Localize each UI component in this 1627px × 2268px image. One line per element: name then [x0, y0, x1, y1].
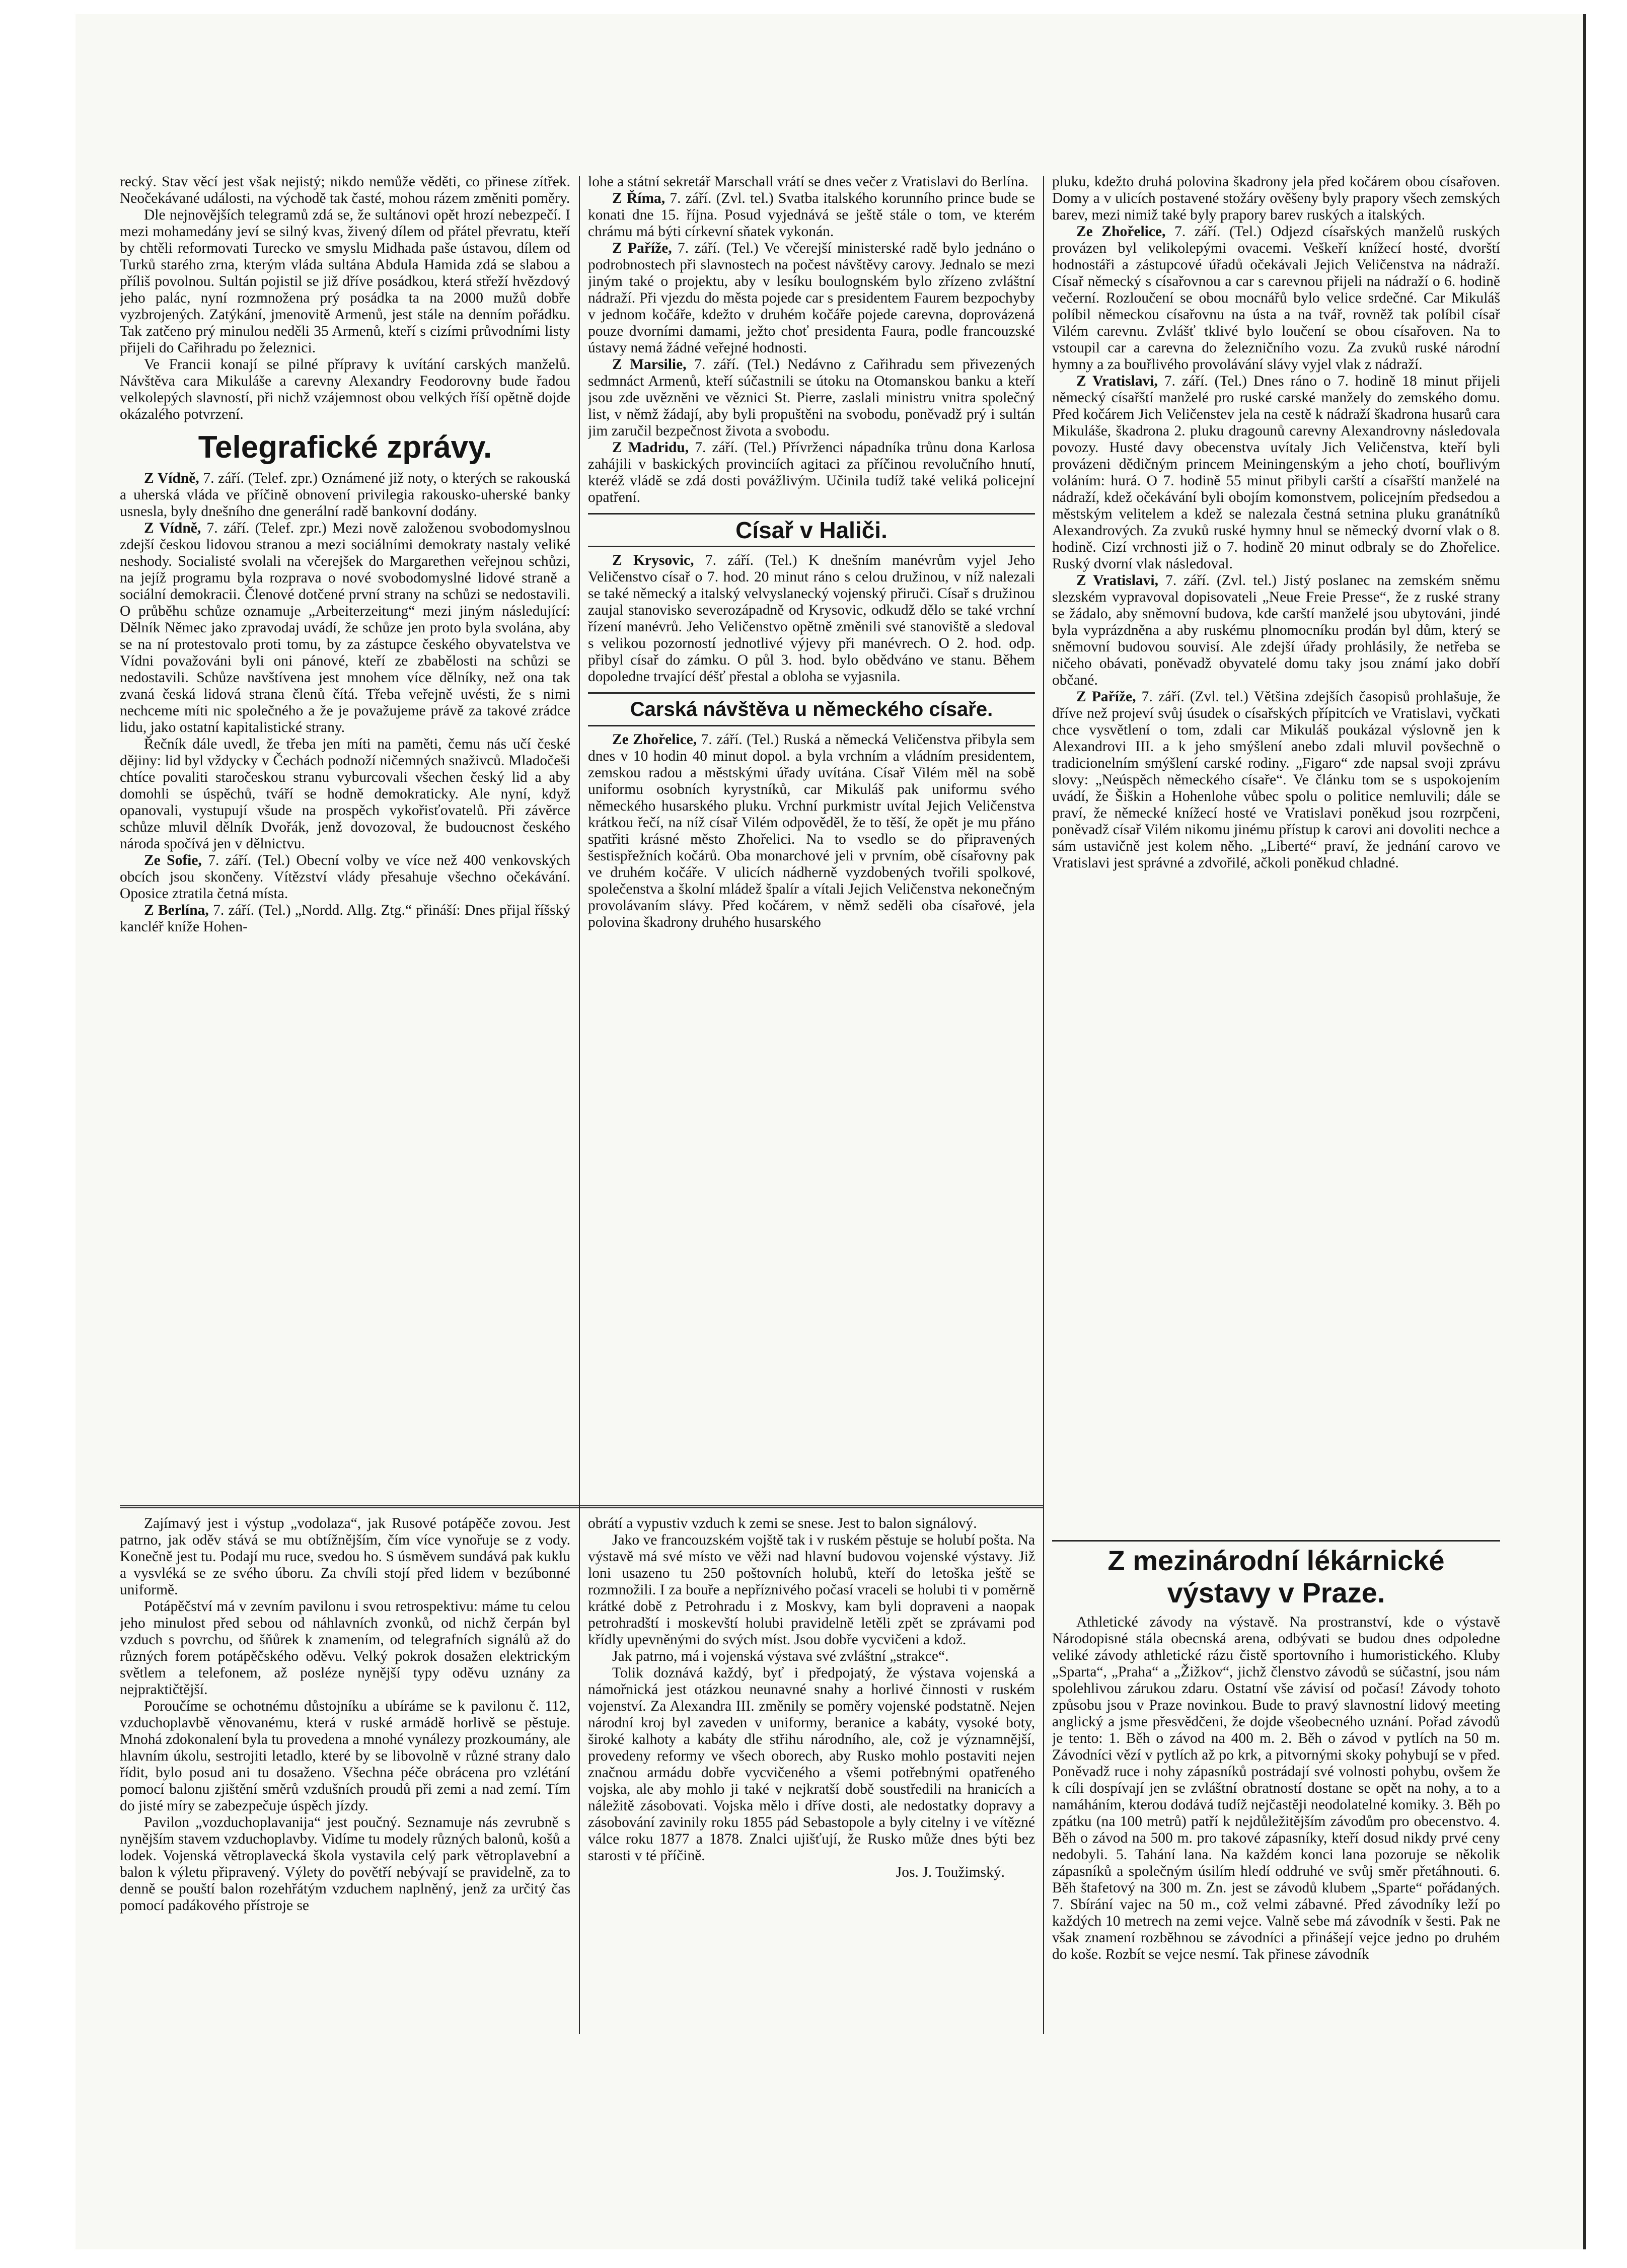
dateline: Z Marsilie, — [612, 356, 687, 373]
telegram-text: 7. září. (Tel.) Ve včerejší ministerské radě bylo jednáno o podrobnostech při slavnostech na počest návštěvy carovy. Jednalo se mezi jiným také o projektu, aby v lesíku boulognském bylo zřízeno zvláštní nádraží. Při vjezdu do města pojede car s presidentem Faurem bezpochyby v jednom kočáře, kdežto v druhém kočáře pojede carevna, doprovázená pouze dvorními damami, ježto choť presidenta Faura, podle francouzské ústavy nemá žádné veřejné hodnosti. — [588, 240, 1035, 356]
column-3-exhibition — [1052, 1533, 1500, 2208]
article-paragraph: recký. Stav věcí jest však nejistý; nikdo nemůže věděti, co přinese zítřek. Neočekávané události, na východě tak časté, mohou rázem změniti poměry. — [120, 174, 570, 206]
feuilleton-paragraph: Jak patrno, má i vojenská výstava své zvláštní „strakce“. — [612, 1648, 949, 1664]
dateline: Z Říma, — [612, 190, 665, 206]
telegram-text: lohe a státní sekretář Marschall vrátí se dnes večer z Vratislavi do Berlína. — [588, 174, 1028, 190]
column-separator-2 — [1043, 176, 1044, 2034]
feuilleton-separator — [120, 1505, 1043, 1508]
dateline: Ze Zhořelice, — [1076, 224, 1166, 240]
feuilleton-paragraph: Pavilon „vozduchoplavanija“ jest poučný. Seznamuje nás zevrubně s nynějším stavem vzduchoplavby. Vidíme tu modely různých balonů, košů a lodek. Vojenská větroplavecká škola vystavila celý park větroplavební a balon k výletu připravený. Výlety do povětří nebývají se pravidelně, za to denně se pouští balon rozehřátým vzduchem naplněný, jenž za určitý čas pomocí padákového přístroje se — [120, 1814, 570, 1914]
feuilleton-paragraph: Jako ve francouzském vojště tak i v ruském pěstuje se holubí pošta. Na výstavě má své místo ve věži nad hlavní budovou vojenské výstavy. Již loni usazeno tu 250 poštovních holubů, kteří do letoška ještě se rozmnožili. I za bouře a nepříznivého počasí vraceli se holubi ti v poměrně krátké době z Petrohradu i z Moskvy, kam byli dopraveni a naopak petrohradští i moskevští holubi pravidelně letěli zpět se zprávami pod křídly upevněnými do svých míst. Jsou dobře vycvičeni a kdož. — [588, 1532, 1035, 1648]
section-heading-telegrafy: Telegrafické zprávy. — [198, 430, 492, 465]
article-paragraph: Ve Francii konají se pilné přípravy k uvítání carských manželů. Návštěva cara Mikuláše a carevny Alexandry Feodorovny bude řadou velkolepých slavností, při nichž vzájemnost obou velkých říší opětně dojde okázalého potvrzení. — [120, 356, 570, 422]
dateline: Z Vratislavi, — [1076, 572, 1158, 589]
telegram-text: 7. září. (Tel.) K dnešním manévrům vyjel Jeho Veličenstvo císař o 7. hod. 20 minut ráno s celou družinou, v níž nalezali se také německý a italský velvyslanecký vojenský přiruči. Císař s družinou zaujal stanovisko severozápadně od Krysovic, odkudž dělo se také vrchní řízení manévrů. Jeho Veličenstvo opětně změnili své stanoviště a sledoval s velikou pozorností jednotlivé výjevy při manévrech. O 2. hod. odp. přibyl císař do zámku. O půl 3. hod. bylo obědváno ve stanu. Během dopoledne trvající déšť přestal a obloha se vyjasnila. — [588, 552, 1035, 685]
dateline: Z Paříže, — [612, 240, 672, 256]
telegram-text: 7. září. (Tel.) Nedávno z Cařihradu sem přivezených sedmnáct Armenů, kteří súčastnili se útoku na Otomanskou banku a kteří jsou zde uvězněni ve věznici St. Pierre, zaslali ministru vnitra společný list, v němž žádají, aby byli propuštěni na svobodu, poněvadž prý i sultán jim zaručil bezpečnost života a svobodu. — [588, 356, 1035, 439]
dateline: Z Madridu, — [612, 440, 689, 456]
dateline: Ze Sofie, — [144, 852, 202, 868]
column-1-news — [120, 174, 570, 1503]
telegram-text: Řečník dále uvedl, že třeba jen míti na paměti, čemu nás učí české dějiny: lid byl vždycky v Čechách podnoží ničemných snaživců. Mladočeši chtíce povaliti staročeskou stranu vyburcovali všechen český lid a aby domohli se úspěchů, tváří se hodně demokraticky. Ale nyní, když opanovali, vystupují všude na prospěch vykořisťovatelů. Při závěrce schůze mluvil dělník Dvořák, jenž dovozoval, že budoucnost českého národa spočívá jen v dělnictvu. — [120, 736, 570, 852]
signature: Jos. J. Toužimský. — [896, 1864, 1005, 1880]
column-2-news — [588, 174, 1035, 1503]
dateline: Z Paříže, — [1076, 689, 1136, 705]
section-heading-cisar: Císař v Haliči. — [588, 513, 1035, 547]
telegram-text: 7. září. (Telef. zpr.) Oznámené již noty, o kterých se rakouská a uherská vláda ve příčině obnovení privilegia rakousko-uherské banky usnesla, byly dnešního dne generální radě bankovní dodány. — [120, 470, 570, 520]
dateline: Z Krysovic, — [612, 552, 694, 568]
feuilleton-paragraph: Poroučíme se ochotnému důstojníku a ubíráme se k pavilonu č. 112, vzduchoplavbě věnovanému, která v ruské armádě horlivě se pěstuje. Mnohá zdokonalení byla tu provedena a mnohé vynálezy prozkoumány, ale hlavním úkolu, sestrojiti letadlo, které by se libovolně v různé strany dalo řídit, bylo posud ani tu dosaženo. Všechna péče obrácena pro vzlétání pomocí balonu zjištění směrů vzdušních proudů při zemi a nad zemí. Tím do jisté míry se zabezpečuje úspěch jízdy. — [120, 1698, 570, 1814]
section-heading-vystava: Z mezinárodní lékárnické výstavy v Praze. — [1052, 1540, 1500, 1609]
dateline: Z Vratislavi, — [1076, 373, 1158, 389]
dateline: Z Vídně, — [144, 470, 199, 486]
article-paragraph: Athletické závody na výstavě. Na prostranství, kde o výstavě Národopisné stála obecnská arena, odbývati se budou dnes odpoledne veliké závody athletické rázu čistě sportovního i humoristického. Kluby „Sparta“, „Praha“ a „Žižkov“, jichž členstvo závodů se súčastní, jsou nám spolehlivou zárukou zdaru. Ostatní vše závisí od počasí! Závody tohoto způsobu jsou v Praze novinkou. Bude to pravý slavnostní lidový meeting anglický a jsme přesvědčeni, že dojde všeobecného uznání. Pořad závodů je tento: 1. Běh o závod na 400 m. 2. Běh o závod v pytlích na 50 m. Závodníci vězí v pytlích až po krk, a pitvornými skoky pohybují se v před. Poněvadž ruce i nohy zápasníků postrádají své volnosti pohybu, ovšem že k cíli dospívají jen se zvláštní obratností dostane se opět na nohy, a to a namáháním, kterou dodává tudíž nejčastěji neodolatelné komiky. 3. Běh po zpátku (na 100 metrů) patří k nejdůležitějším závodům pro obecenstvo. 4. Běh o závod na 500 m. pro takové zápasníky, kteří dosud nikdy prvé ceny nedobyli. 5. Tahání lana. Na každém konci lana pozoruje se několik zápasníků a společným úsilím hledí oddruhé ve svůj směr přetáhnouti. 6. Běh štafetový na 300 m. Zn. jest se závodů klubem „Sparte“ pořádaných. 7. Sbírání vajec na 50 m., což velmi zábavné. Před závodníky leží po každých 10 metrech na zemi vejce. Valně sebe má závodník v šesti. Pak ne však znamení rozběhnou se závodníci a přinášejí vejce jedno po druhém do koše. Rozbít se vejce nesmí. Tak přinese závodník — [1052, 1614, 1500, 1962]
telegram-text: 7. září. (Tel.) Ruská a německá Veličenstva přibyla sem dnes v 10 hodin 40 minut dopol. a byla vrchním a vládním presidentem, zemskou radou a městskými úřady uvítána. Císař Vilém měl na sobě uniformu osobních kyrystníků, car Mikuláš pak uniformu svého německého husarského pluku. Vrchní purkmistr uvítal Jejich Veličenstva krátkou řečí, na níž císař Vilém odpověděl, že to těší, že opět je mu přáno spatřiti krásné město Zhořelici. Na to vsedlo se do připravených šestispřežních kočárů. Oba monarchové jeli v prvním, obě císařovny pak ve druhém kočáře. V ulicích nádherně vyzdobených tvořili spolkové, společenstva a školní mládež špalír a vítali Jejich Veličenstva nekonečným provolávaním slávy. Před kočárem, v němž seděli oba císařové, jela polovina škadrony druhého husarského — [588, 731, 1035, 930]
telegram-text: 7. září. (Tel.) Dnes ráno o 7. hodině 18 minut přijeli německý císařští manželé pro ruské carské manžely do zemského domu. Před kočárem Jich Veličenstev jela na cestě k nádraží škadrona husarů cara Mikuláše, škadrona 2. pluku dragounů carevny Alexandrovny následovala povozy. Husté davy obecenstva uvítaly Jich Veličenstva, kteří byli provázeni dědičným princem Meiningenským a jeho chotí, bouřlivým voláním: hurá. O 7. hodině 55 minut přibyli carští a císařští manželé na nádraží, kdež očekávání byli obojím komonstvem, policejním předsedou a městským velitelem a kdež se nalezala čestná setnina pluku granátníků Alexandrových. Za zvuků ruské hymny hnul se německý dvorní vlak o 8. hodině. Cizí vrchnosti již o 7. hodině 20 minut odbraly se do Zhořelice. Ruský dvorní vlak následoval. — [1052, 373, 1500, 572]
column-3-news — [1052, 174, 1500, 1528]
section-heading-carska: Carská návštěva u německého císaře. — [588, 692, 1035, 726]
telegram-text: 7. září. (Zvl. tel.) Svatba italského korunního prince bude se konati dne 15. října. Posud vyjednává se ještě stále o tom, ve kterém chrámu má býti církevní sňatek vykonán. — [588, 190, 1035, 240]
dateline: Z Vídně, — [144, 520, 201, 536]
dateline: Z Berlína, — [144, 902, 209, 918]
telegram-text: 7. září. (Zvl. tel.) Jistý poslanec na zemském sněmu slezském vypravoval dopisovateli „Neue Freie Presse“, že z ruské strany se žádalo, aby sněmovní budova, kde carští manželé jsou ubytováni, jindé byla vyprázdněna a aby ruskému plnomocníku prodán byl dům, který se sněmovní budovou souvisí. Ale zdejší úřady prohlásily, že netřeba se ničeho obávati, poněvadž obyvatelé domu taky jsou známí jako dobří občané. — [1052, 572, 1500, 688]
feuilleton-paragraph: obrátí a vypustiv vzduch k zemi se snese. Jest to balon signálový. — [588, 1515, 977, 1531]
column-separator-1 — [579, 176, 580, 2034]
feuilleton-column-2 — [588, 1515, 1035, 2205]
telegram-text: pluku, kdežto druhá polovina škadrony jela před kočárem obou císařoven. Domy a v ulicích postavené stožáry ověšeny byly prapory všech zemských barev, mezi nimiž také byly prapory barev ruských a italských. — [1052, 174, 1500, 223]
feuilleton-paragraph: Zajímavý jest i výstup „vodolaza“, jak Rusové potápěče zovou. Jest patrno, jak oděv stává se mu obtížnějším, čím více vynořuje se z vody. Konečně jest tu. Podají mu ruce, svedou ho. S úsměvem sundává pak kuklu a vysvléká se ze svého úboru. Za chvíli stojí před lidem v bezúbonné uniformě. — [120, 1515, 570, 1598]
telegram-text: 7. září. (Tel.) Odjezd císařských manželů ruských provázen byl velikolepými ovacemi. Veškeří knížecí hosté, dvorští hodnostáři a zástupcové úřadů očekávali Jejich Veličenstva na nádraží. Císař německý s císařovnou a car s carevnou přijeli na nádraží o 6. hodině večerní. Rozloučení se obou mocnářů bylo velice srdečné. Car Mikuláš políbil německou císařovnu na ústa a na tvář, rovněž tak políbil císař Vilém carevnu. Zvlášť tklivé bylo loučení se obou císařoven. Na to vstoupil car a carevna do železničního vozu. Za zvuků ruské národní hymny a za bouřlivého provolávání slávy vyjel vlak z nádraží. — [1052, 224, 1500, 373]
feuilleton-paragraph: Tolik doznává každý, byť i předpojatý, že výstava vojenská a námořnická jest otázkou neunavné snahy a horlivé činnosti v ruském vojenství. Za Alexandra III. změnily se poměry vojenské podstatně. Nejen národní kroj byl zaveden v uniformy, beranice a kabáty, vysoké boty, široké kalhoty a kabáty dle střihu národního, ale, což je významnější, provedeny reformy ve všech oborech, aby Rusko mohlo postaviti nejen značnou armádu dobře vycvičeného a všemi potřebnými opatřeného vojska, ale aby mohlo ji také v nejkratší době soustředili na hranicích a náležitě zásobovati. Vojska mělo i dříve dosti, ale nedostatky dopravy a zásobování zavinily roku 1855 pád Sebastopole a byly citelny i ve vítězné válce roku 1877 a 1878. Znalci ujišťují, že Rusko může dnes býti bez starosti v té příčině. — [588, 1665, 1035, 1864]
article-paragraph: Dle nejnovějších telegramů zdá se, že sultánovi opět hrozí nebezpečí. I mezi mohamedány jeví se silný kvas, živený dílem od přátel převratu, kteří by chtěli reformovati Turecko ve smyslu Midhada paše ústavou, dílem od Turků starého zrna, kterým vláda sultána Abdula Hamida zdá se slabou a příliš povolnou. Sultán pojistil se již dříve posádkou, která střeží hvězdový jeho palác, nyní rozmnožena prý posádka ta na 2000 mužů dobře vyzbrojených. Zatýkání, jmenovitě Armenů, jest stále na denním pořádku. Tak zatčeno prý minulou neděli 35 Armenů, kteří s cizími průvodními listy přijeli do Cařihradu po železnici. — [120, 207, 570, 356]
telegram-text: 7. září. (Tel.) Obecní volby ve více než 400 venkovských obcích jsou skončeny. Vítězství vlády přesahuje všechno očekávání. Oposice ztratila četná místa. — [120, 852, 570, 902]
telegram-text: 7. září. (Zvl. tel.) Většina zdejších časopisů prohlašuje, že dříve než projeví svůj úsudek o císařských přípitcích ve Vratislavi, vyčkati chce vysvětlení o tom, zdali car Mikuláš poukázal výslovně jen k Alexandrovi III. a k jeho smýšlení anebo zdali mluvil povšechně o tradicionelním smýšlení carské rodiny. „Figaro“ zde napsal svoji zprávu slovy: „Neúspěch německého císaře“. Ve článku tom se s uspokojením uvádí, že Šiškin a Hohenlohe vůbec spolu o politice nemluvili; dále se praví, že německé knížecí hosté ve Vratislavi poněkud jsou rozrpčeni, poněvadž císař Vilém nikomu jinému přístup k carovi ani dovoliti nechce a sám ustavičně jest kolem něho. „Liberté“ praví, že jednání carovo ve Vratislavi jest správné a zdvořilé, ačkoli poněkud chladné. — [1052, 689, 1500, 871]
feuilleton-paragraph: Potápěčství má v zevním pavilonu i svou retrospektivu: máme tu celou jeho minulost před sebou od náhlavních zvonků, od nichž čerpán byl vzduch s povrchu, od šňůrek k znamením, od telegrafních signálů až do různých forem potápěčského oděvu. Velký pokrok dosažen elektrickým světlem a telefonem, až posléze nynější typy oděvu uznány za nejpraktičtější. — [120, 1598, 570, 1698]
telegram-text: 7. září. (Tel.) Přívrženci nápadníka trůnu dona Karlosa zahájili v baskických provinciích agitaci za příčinou revolučního hnutí, kteréž vládě se zdá dosti povážlivým. Učinila tudíž také veliká policejní opatření. — [588, 440, 1035, 505]
telegram-text: 7. září. (Telef. zpr.) Mezi nově založenou svobodomyslnou zdejší českou lidovou stranou a mezi sociálními demokraty nastaly veliké neshody. Socialisté svolali na včerejšek do Margarethen veřejnou schůzi, na jejíž programu byla rozprava o nové svobodomyslné lidové straně a sociální demokracii. Členové dotčené první strany na schůzi se nedostavili. O průběhu schůze oznamuje „Arbeiterzeitung“ mezi jiným následující: Dělník Němec jako zpravodaj uvádí, že schůze jen proto byla svolána, aby se na ní protestovalo proti tomu, by za zástupce českého obyvatelstva ve Vídni považováni byli oni pánové, kteří ze zbabělosti na schůzi se nedostavili. Schůze navštívena jest mnohem více dělníky, než ona tak zvaná česká lidová strana členů čítá. Třeba veřejně uvésti, že s nimi nechceme míti nic společného a že je považujeme právě za takové zrádce lidu, jako ostatní kapitalistické strany. — [120, 520, 570, 736]
telegram-text: 7. září. (Tel.) „Nordd. Allg. Ztg.“ přináší: Dnes přijal říšský kancléř kníže Hohen- — [120, 902, 570, 935]
feuilleton-column-1 — [120, 1515, 570, 2205]
dateline: Ze Zhořelice, — [612, 731, 697, 748]
